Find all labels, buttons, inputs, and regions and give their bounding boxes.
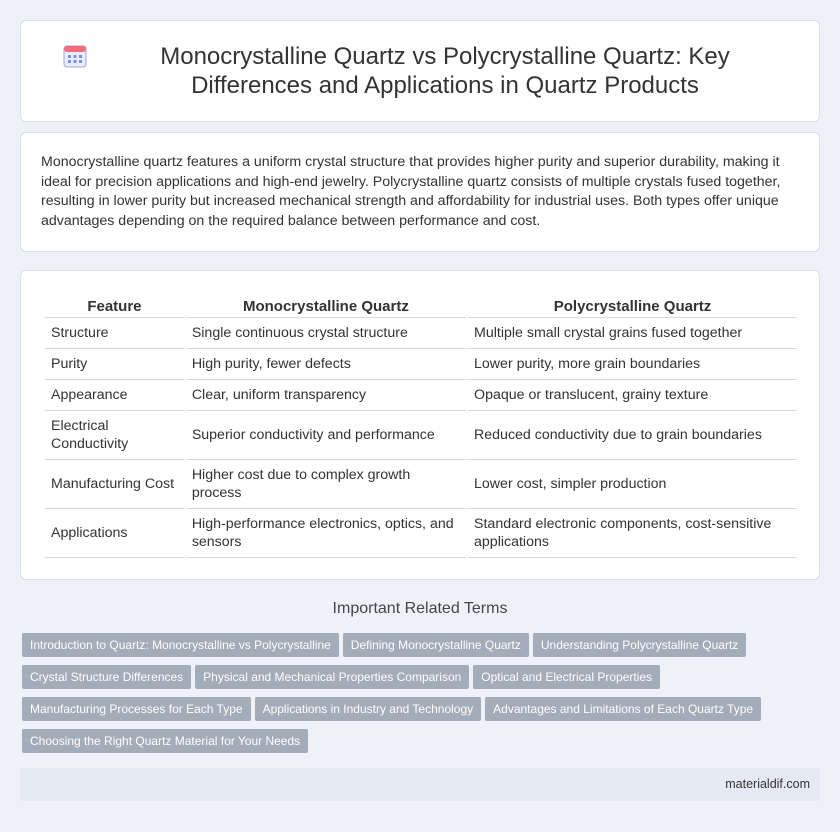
table-cell: Higher cost due to complex growth process: [186, 460, 466, 509]
related-term-tag[interactable]: Crystal Structure Differences: [22, 665, 191, 689]
comparison-table: [43, 293, 799, 558]
table-cell: Structure: [45, 318, 184, 349]
table-cell: High-performance electronics, optics, and sensors: [186, 509, 466, 558]
table-cell: Standard electronic components, cost-sensitive applications: [468, 509, 797, 558]
table-cell: Lower cost, simpler production: [468, 460, 797, 509]
footer-site-link[interactable]: materialdif.com: [725, 777, 810, 791]
table-cell: Single continuous crystal structure: [186, 318, 466, 349]
related-term-tag[interactable]: Physical and Mechanical Properties Comparison: [195, 665, 469, 689]
table-row: [45, 349, 797, 380]
related-term-tag[interactable]: Manufacturing Processes for Each Type: [22, 697, 251, 721]
table-cell: Opaque or translucent, grainy texture: [468, 380, 797, 411]
related-term-tag[interactable]: Choosing the Right Quartz Material for Your Needs: [22, 729, 308, 753]
table-cell: Manufacturing Cost: [45, 460, 184, 509]
table-cell: Lower purity, more grain boundaries: [468, 349, 797, 380]
related-term-tag[interactable]: Defining Monocrystalline Quartz: [343, 633, 529, 657]
comparison-table-card: [20, 270, 820, 580]
summary-card: [20, 132, 820, 252]
header-polycrystalline: Polycrystalline Quartz: [468, 293, 797, 318]
table-cell: Multiple small crystal grains fused together: [468, 318, 797, 349]
table-row: [45, 509, 797, 558]
table-row: [45, 460, 797, 509]
header-card: [20, 20, 820, 122]
header-feature: Feature: [45, 293, 184, 318]
related-term-tag[interactable]: Optical and Electrical Properties: [473, 665, 660, 689]
table-cell: High purity, fewer defects: [186, 349, 466, 380]
related-term-tag[interactable]: Understanding Polycrystalline Quartz: [533, 633, 746, 657]
table-row: [45, 318, 797, 349]
table-cell: Purity: [45, 349, 184, 380]
table-row: [45, 411, 797, 460]
table-header-row: [45, 293, 797, 318]
related-terms-list: [22, 633, 822, 761]
summary-text: Monocrystalline quartz features a uniform crystal structure that provides higher purity and superior durability, making it ideal for precision applications and high-end jewelry. Polycrystalline quartz consists of multiple crystals fused together, resulting in lower purity but increased mechanical strength and affordability for industrial uses. Both types offer unique advantages depending on the required balance between performance and cost.: [41, 154, 781, 229]
calendar-icon: [61, 42, 89, 70]
table-cell: Reduced conductivity due to grain boundaries: [468, 411, 797, 460]
header-monocrystalline: Monocrystalline Quartz: [186, 293, 466, 318]
table-cell: Superior conductivity and performance: [186, 411, 466, 460]
related-term-tag[interactable]: Introduction to Quartz: Monocrystalline vs Polycrystalline: [22, 633, 339, 657]
footer: [20, 768, 820, 801]
related-terms-heading: Important Related Terms: [332, 600, 508, 617]
table-cell: Electrical Conductivity: [45, 411, 184, 460]
related-term-tag[interactable]: Advantages and Limitations of Each Quartz Type: [485, 697, 761, 721]
page-title: Monocrystalline Quartz vs Polycrystalline Quartz: Key Differences and Applications in Quartz Products: [160, 43, 730, 99]
table-cell: Applications: [45, 509, 184, 558]
table-cell: Clear, uniform transparency: [186, 380, 466, 411]
related-term-tag[interactable]: Applications in Industry and Technology: [255, 697, 482, 721]
table-row: [45, 380, 797, 411]
table-cell: Appearance: [45, 380, 184, 411]
